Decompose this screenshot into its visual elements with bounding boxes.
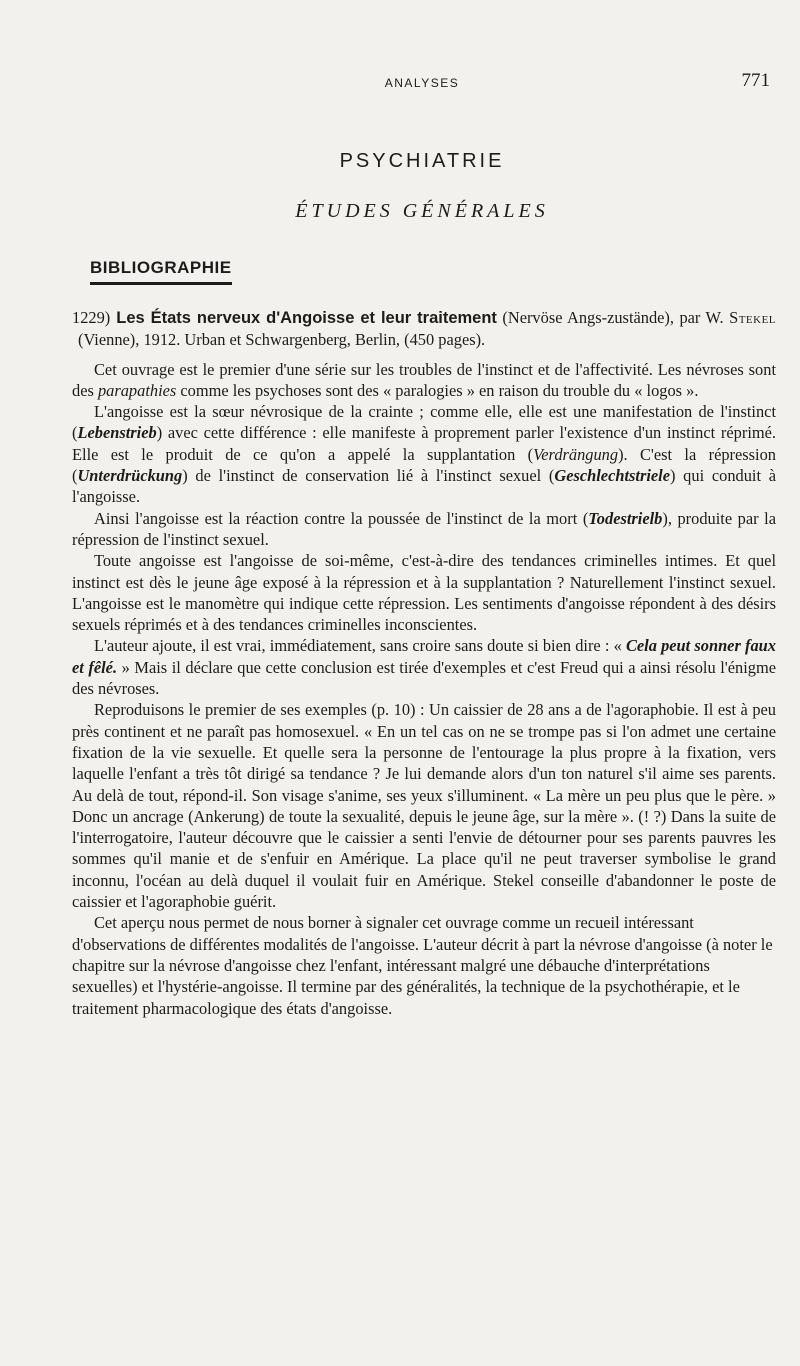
text-run: comme les psychoses sont des « paralogies » en raison du trouble du « logos ».: [180, 380, 699, 400]
subsection-title: ÉTUDES GÉNÉRALES: [295, 200, 549, 222]
italic-term: parapathies: [97, 380, 177, 400]
italic-term: Verdrängung: [533, 444, 619, 464]
text-run: L'angoisse est la sœur névrosique de la crainte ; comme elle, elle est une manifestation de l'instinct (: [72, 402, 776, 443]
paragraph: Reproduisons le premier de ses exemples (p. 10) : Un caissier de 28 ans a de l'agoraphobie. Il est à peu près continent et ne paraît pas homosexuel. « En un tel cas on ne se trompe pas si l'on admet une certaine fixation de la vie sexuelle. Et quelle sera la personne de l'entourage la plus propre à la fixation, vers laquelle l'enfant a très tôt dirigé sa tendance ? Je lui demande alors d'un ton naturel s'il aime ses parents. Au delà de tout, répond-il. Son visage s'anime, ses yeux s'illuminent. « La mère un peu plus que le père. » Donc un ancrage (Ankerung) de toute la sexualité, depuis le jeune âge, sur la mère ». (! ?) Dans la suite de l'interrogatoire, l'auteur découvre que le caissier a senti l'envie de détourner pour ses parents pauvres les sommes qu'il manie et de s'enfuir en Amérique. La place qu'il ne peut traverser symbolise le grand inconnu, l'océan au delà duquel il voulait fuir en Amérique. Stekel conseille d'abandonner le poste de caissier et l'agoraphobie guérit.: [72, 700, 776, 912]
text-run: ) de l'instinct de conservation lié à l'instinct sexuel (: [182, 466, 555, 486]
paragraph: Toute angoisse est l'angoisse de soi-même, c'est-à-dire des tendances criminelles intimes. Et quel instinct est dès le jeune âge exposé à la répression et à la supplantation ? Naturellement l'instinct sexuel. L'angoisse est le manomètre qui indique cette répression. Les sentiments d'angoisse répondent à des désirs sexuels réprimés et à des tendances criminelles inconscientes.: [72, 551, 776, 635]
italic-term: Geschlechtstriele: [554, 466, 670, 486]
text-run: ) avec cette différence : elle manifeste à proprement parler l'existence d'un instinct réprimé. Elle est le produit de ce qu'on a appelé la supplantation (: [72, 423, 776, 464]
paragraph: [72, 401, 776, 507]
entry-number: 1229): [72, 308, 111, 327]
running-title: ANALYSES: [384, 76, 460, 90]
italic-quote: Cela peut sonner faux et fêlé.: [72, 636, 776, 677]
paragraph: Cet aperçu nous permet de nous borner à signaler cet ouvrage comme un recueil intéressant d'observations de différentes modalités de l'angoisse. L'auteur décrit à part la névrose d'angoisse (à noter le chapitre sur la névrose d'angoisse chez l'enfant, intéressant malgré une débauche d'interprétations sexuelles) et l'hystérie-angoisse. Il termine par des généralités, la technique de la psychothérapie, et le traitement pharmacologique des états d'angoisse.: [72, 913, 773, 1018]
article-body: [72, 307, 776, 1019]
bibliographic-entry: [72, 307, 776, 351]
italic-term: Lebenstrieb: [77, 423, 157, 443]
running-head: [64, 70, 780, 94]
text-run: ) qui conduit à l'angoisse.: [72, 466, 777, 507]
text-run: ). C'est la répression (: [72, 444, 776, 486]
entry-ref-1: (Nervöse Angs-zustände), par W.: [502, 308, 724, 327]
page-number: 771: [741, 70, 770, 91]
text-run: Cet ouvrage est le premier d'une série sur les troubles de l'instinct et de l'affectivité. Les névroses sont des: [72, 359, 776, 400]
bibliography-heading: BIBLIOGRAPHIE: [90, 258, 232, 285]
section-title: PSYCHIATRIE: [339, 150, 505, 172]
text-run: ), produite par la répression de l'instinct sexuel.: [72, 508, 776, 549]
entry-title: Les États nerveux d'Angoisse et leur traitement: [116, 309, 497, 327]
paragraph: [72, 635, 776, 699]
entry-ref-2: (Vienne), 1912. Urban et Schwargenberg, Berlin, (450 pages).: [78, 330, 486, 350]
italic-term: Unterdrückung: [77, 466, 183, 486]
paragraph: [72, 359, 776, 402]
paragraph: [72, 508, 776, 551]
text-run: » Mais il déclare que cette conclusion est tirée d'exemples et c'est Freud qui a ainsi résolu l'énigme des névroses.: [72, 657, 776, 699]
text-run: Ainsi l'angoisse est la réaction contre la poussée de l'instinct de la mort (: [94, 508, 589, 528]
text-run: L'auteur ajoute, il est vrai, immédiatement, sans croire sans doute si bien dire : «: [94, 636, 622, 656]
italic-term: Todestrielb: [588, 508, 663, 528]
entry-author: Stekel: [729, 308, 777, 327]
